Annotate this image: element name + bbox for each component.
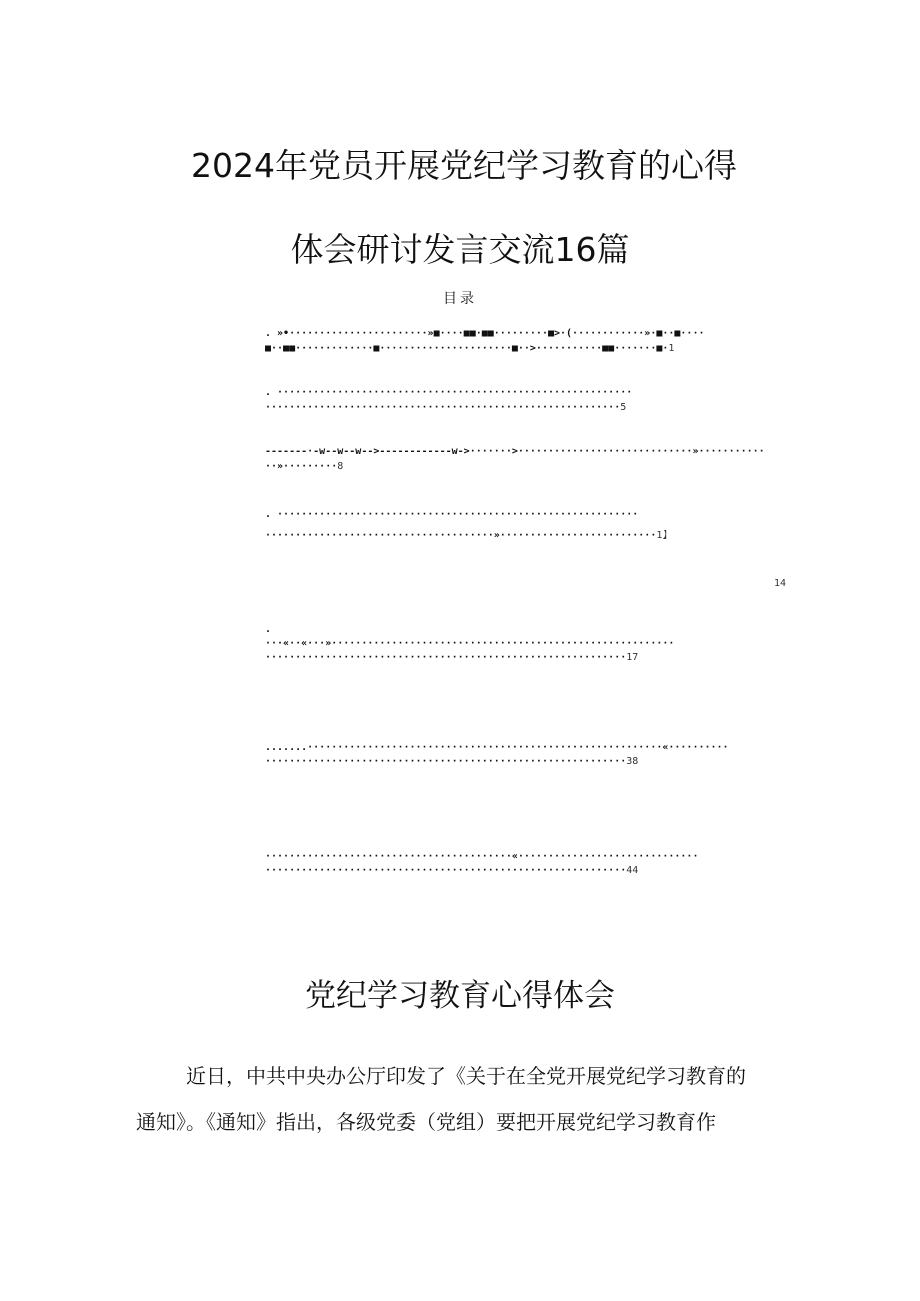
- toc-entry-7-line-2[interactable]: ····························································38: [265, 756, 639, 767]
- toc-entry-3-line-1[interactable]: -------·-w--w--w-->------------w->·······>·····························»···········: [265, 446, 765, 457]
- section-heading: 党纪学习教育心得体会: [305, 978, 615, 1014]
- toc-entry-6-line-2[interactable]: ···«··«···»·························································: [265, 638, 675, 649]
- toc-entry-4-page: 1】: [656, 530, 673, 541]
- body-paragraph-line-2: 通知》。《通知》指出，各级党委（党组）要把开展党纪学习教育作: [136, 1110, 716, 1134]
- toc-entry-2-line-2[interactable]: ···························································5: [265, 402, 627, 413]
- toc-entry-1-page: 1: [668, 343, 675, 354]
- toc-entry-4-line-1[interactable]: . ····························································: [265, 509, 639, 520]
- toc-entry-1-line-2[interactable]: ■··■■·············■······················■··>···········■■·······■·1: [265, 343, 675, 354]
- toc-entry-1-line-1[interactable]: . »•·······················»■····■■·■■·········■>·(············»·■··■····: [265, 328, 705, 339]
- document-title-line-1: 2024年党员开展党纪学习教育的心得: [191, 146, 737, 185]
- toc-entry-3-page: 8: [337, 461, 344, 472]
- toc-entry-7-page: 38: [626, 756, 639, 767]
- document-title-line-2: 体会研讨发言交流16篇: [290, 230, 630, 269]
- toc-entry-5-page[interactable]: 14: [774, 578, 787, 589]
- toc-entry-2-page: 5: [620, 402, 627, 413]
- toc-entry-8-line-2[interactable]: ····························································44: [265, 865, 639, 876]
- body-paragraph-line-1: 近日，中共中央办公厅印发了《关于在全党开展党纪学习教育的: [186, 1064, 746, 1088]
- toc-entry-2-line-1[interactable]: . ···························································: [265, 387, 633, 398]
- toc-entry-6-line-3[interactable]: ····························································17: [265, 652, 639, 663]
- toc-entry-8-line-1[interactable]: ·········································«······························: [265, 851, 699, 862]
- toc-entry-6-page: 17: [626, 652, 639, 663]
- toc-entry-8-page: 44: [626, 865, 639, 876]
- toc-entry-4-line-2[interactable]: ······································»··························1】: [265, 530, 673, 541]
- toc-heading: 目录: [443, 291, 477, 307]
- toc-entry-6-line-1[interactable]: .: [265, 624, 272, 635]
- toc-entry-7-line-1[interactable]: .......···························································«··········: [265, 742, 729, 753]
- toc-entry-3-line-2[interactable]: ··»·········8: [265, 461, 344, 472]
